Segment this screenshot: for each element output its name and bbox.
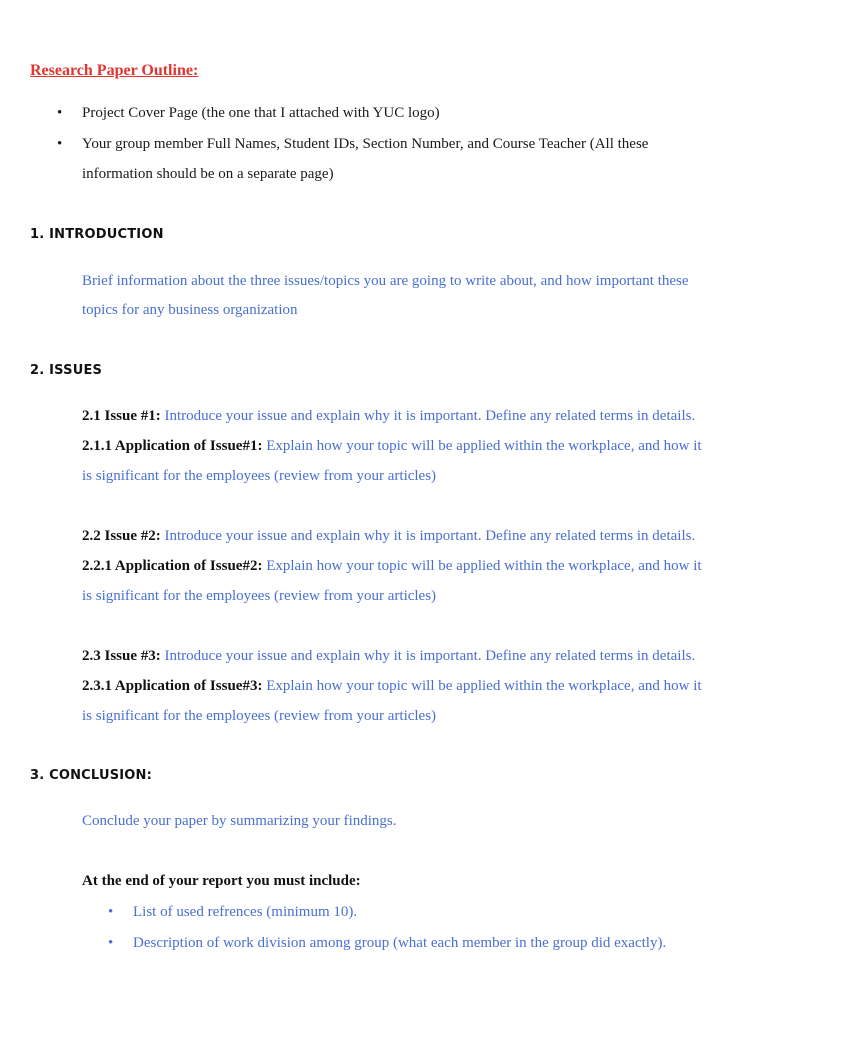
introduction-line-2: topics for any business organization (82, 302, 298, 318)
issue-2-label: 2.2 Issue #2: (82, 528, 161, 544)
introduction-line-1: Brief information about the three issues/topics you are going to write about, and how important these (82, 273, 689, 289)
bullet-dot: • (57, 136, 63, 152)
section-heading-introduction: 1. INTRODUCTION (30, 227, 164, 242)
application-1-line (82, 438, 702, 455)
closing-item-work-division: Description of work division among group (what each member in the group did exactly). (133, 935, 667, 951)
bullet-dot: • (57, 105, 63, 121)
page-title: Research Paper Outline: (30, 62, 199, 79)
application-2-line (82, 558, 702, 575)
closing-heading: At the end of your report you must include: (82, 873, 361, 889)
bullet-group-members-cont: information should be on a separate page) (82, 166, 334, 182)
bullet-dot: • (108, 904, 114, 920)
bullet-group-members: Your group member Full Names, Student IDs, Section Number, and Course Teacher (All these (82, 136, 649, 152)
bullet-cover-page: Project Cover Page (the one that I attached with YUC logo) (82, 105, 440, 121)
issue-3-text: Introduce your issue and explain why it is important. Define any related terms in details. (160, 648, 696, 664)
closing-item-references: List of used refrences (minimum 10). (133, 904, 358, 920)
application-3-label: 2.3.1 Application of Issue#3: (82, 678, 263, 694)
application-3-text: Explain how your topic will be applied within the workplace, and how it (262, 678, 702, 694)
issue-3-label: 2.3 Issue #3: (82, 648, 161, 664)
section-heading-issues: 2. ISSUES (30, 363, 103, 378)
issue-2-line (82, 528, 695, 545)
application-2-text-cont: is significant for the employees (review from your articles) (82, 588, 437, 604)
application-3-line (82, 678, 702, 695)
section-heading-conclusion: 3. CONCLUSION: (30, 768, 153, 783)
application-1-label: 2.1.1 Application of Issue#1: (82, 438, 263, 454)
issue-2-text: Introduce your issue and explain why it is important. Define any related terms in details. (160, 528, 696, 544)
issue-3-line (82, 648, 695, 665)
application-2-label: 2.2.1 Application of Issue#2: (82, 558, 263, 574)
conclusion-text: Conclude your paper by summarizing your findings. (82, 813, 397, 829)
application-3-text-cont: is significant for the employees (review from your articles) (82, 708, 437, 724)
application-2-text: Explain how your topic will be applied within the workplace, and how it (262, 558, 702, 574)
issue-1-label: 2.1 Issue #1: (82, 408, 161, 424)
application-1-text-cont: is significant for the employees (review from your articles) (82, 468, 437, 484)
issue-1-line (82, 408, 695, 425)
bullet-dot: • (108, 935, 114, 951)
issue-1-text: Introduce your issue and explain why it is important. Define any related terms in details. (160, 408, 696, 424)
application-1-text: Explain how your topic will be applied within the workplace, and how it (262, 438, 702, 454)
